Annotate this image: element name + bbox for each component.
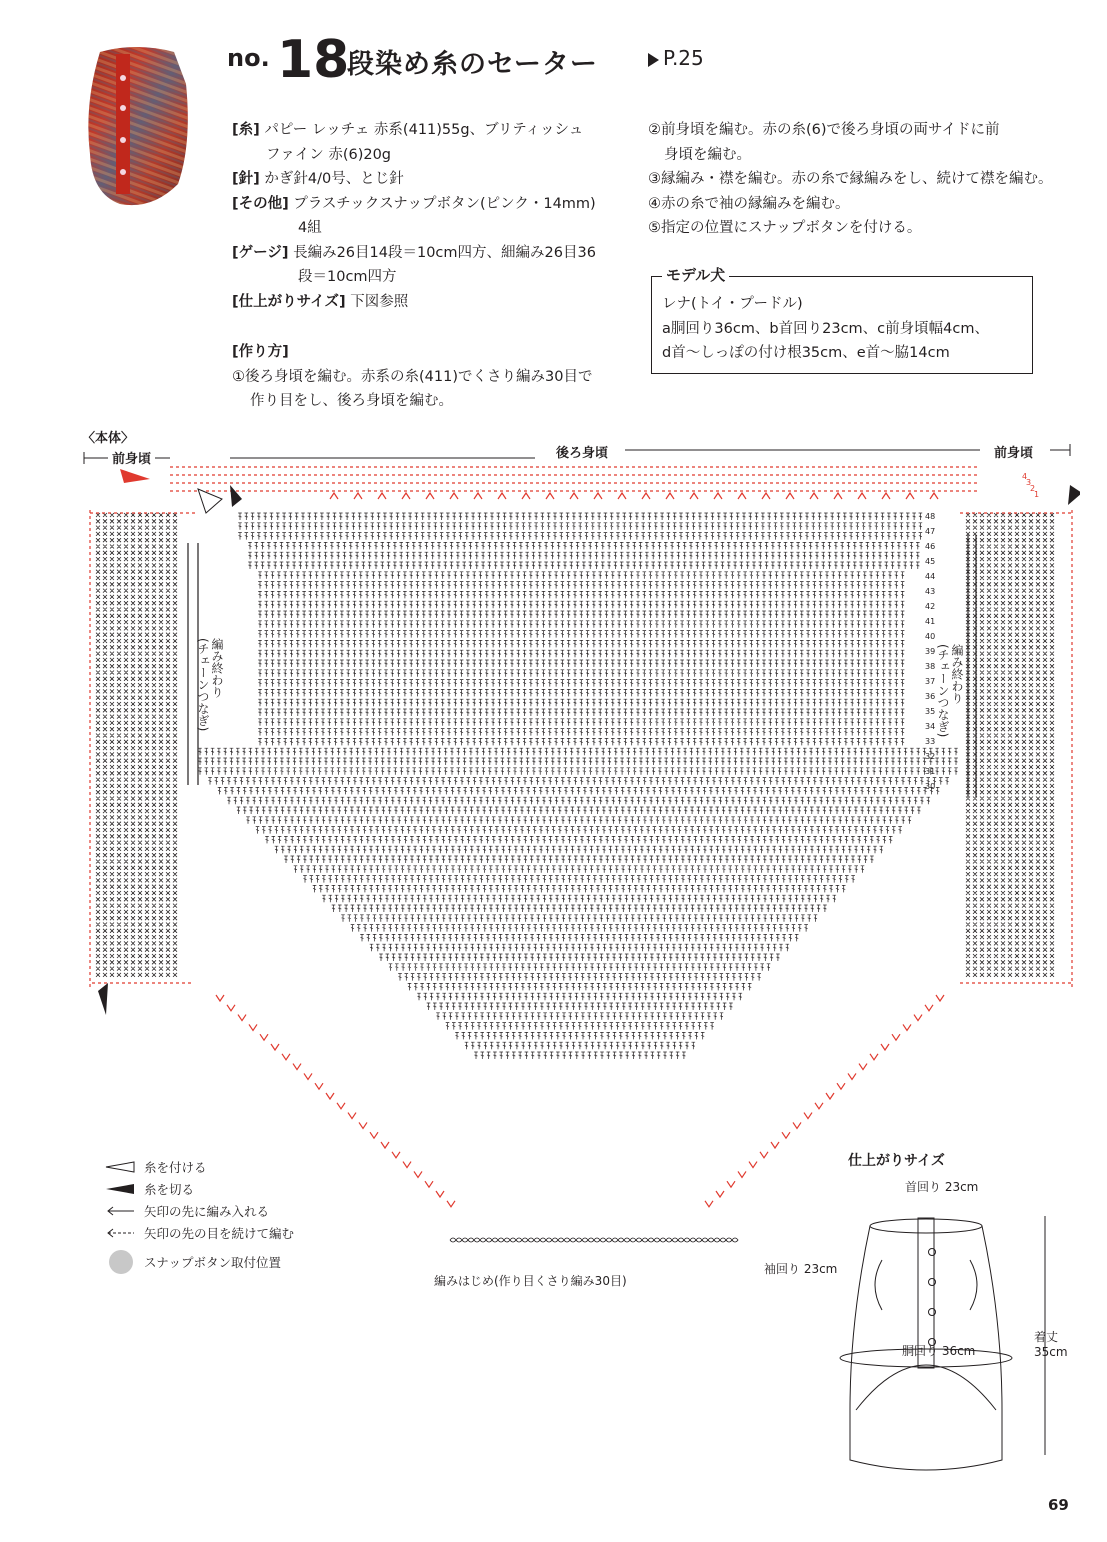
spec-gauge: [ゲージ] 長編み26目14段＝10cm四方、細編み26目36	[232, 244, 596, 261]
legend-item: 矢印の先に編み入れる	[104, 1200, 294, 1222]
edge-number: 4	[1022, 472, 1028, 481]
row-number: 44	[925, 572, 936, 581]
row-number: 47	[925, 527, 936, 536]
spec-yarn-cont: ファイン 赤(6)20g	[266, 146, 392, 163]
attach-yarn-icon	[198, 489, 222, 513]
cut-yarn-icon	[1068, 485, 1080, 505]
legend-item: 糸を付ける	[104, 1156, 294, 1178]
method-step-3: ③縁編み・襟を編む。赤の糸で縁編みをし、続けて襟を編む。	[648, 171, 1053, 187]
outline-triangle-icon	[104, 1161, 138, 1173]
method-step-2-cont: 身頃を編む。	[664, 146, 751, 163]
row-number: 43	[925, 587, 936, 596]
legend-item: スナップボタン取付位置	[104, 1244, 294, 1280]
row-number: 46	[925, 542, 936, 551]
pattern-no-label: no.	[227, 44, 270, 72]
filled-triangle-icon	[104, 1183, 138, 1195]
row-number: 37	[925, 677, 936, 686]
row-number: 35	[925, 707, 936, 716]
spec-other: [その他] プラスチックスナップボタン(ピンク・14mm)	[232, 195, 596, 212]
solid-arrow-icon	[104, 1205, 138, 1217]
method-step-2: ②前身頃を編む。赤の糸(6)で後ろ身頃の両サイドに前	[648, 122, 1000, 138]
back-label: 後ろ身頃	[552, 442, 612, 461]
crochet-chart	[80, 455, 1080, 1255]
model-dog-title: モデル犬	[662, 264, 729, 285]
row-number: 45	[925, 557, 936, 566]
finish-note-left: 編み終わり (チェーンつなぎ)	[196, 638, 224, 732]
row-number: 48	[925, 512, 936, 521]
method-step-4: ④赤の糸で袖の縁編みを編む。	[648, 195, 850, 212]
model-dog-name: レナ(トイ・プードル)	[662, 296, 803, 312]
method-step-1-cont: 作り目をし、後ろ身頃を編む。	[250, 393, 453, 409]
model-dog-info	[662, 292, 989, 366]
method-step-5: ⑤指定の位置にスナップボタンを付ける。	[648, 220, 922, 236]
model-dog-measure-1: a胴回り36cm、b首回り23cm、c前身頃幅4cm、	[662, 320, 989, 337]
front-left-label: 前身頃	[108, 448, 155, 467]
finished-size-title: 仕上がりサイズ	[848, 1153, 945, 1169]
row-number: 41	[925, 617, 936, 626]
sleeve-size: 袖回り 23cm	[764, 1262, 838, 1276]
materials-list	[232, 118, 596, 314]
edge-number: 2	[1030, 484, 1036, 493]
spec-yarn: [糸] パピー レッチェ 赤系(411)55g、ブリティッシュ	[232, 122, 584, 138]
cut-yarn-icon	[98, 983, 108, 1015]
row-number: 31	[925, 767, 936, 776]
legend	[104, 1156, 294, 1280]
legend-item: 糸を切る	[104, 1178, 294, 1200]
page-reference: P.25	[648, 46, 704, 70]
spec-needle: [針] かぎ針4/0号、とじ針	[232, 171, 404, 187]
length-size: 着丈 35cm	[1034, 1330, 1068, 1359]
cut-yarn-icon	[230, 485, 242, 507]
method-heading: [作り方]	[232, 344, 289, 360]
row-number: 33	[925, 737, 936, 746]
model-dog-measure-2: d首～しっぽの付け根35cm、e首～脇14cm	[662, 345, 950, 361]
chart-section-label: 〈本体〉	[82, 431, 135, 446]
spec-size: [仕上がりサイズ] 下図参照	[232, 293, 409, 310]
row-number: 30	[925, 782, 936, 791]
spec-gauge-cont: 段＝10cm四方	[298, 269, 397, 285]
foundation-chain	[450, 1238, 738, 1242]
row-number: 40	[925, 632, 936, 641]
play-triangle-icon	[648, 53, 659, 67]
yarn-start-marker	[120, 469, 150, 483]
sweater-photo	[82, 44, 192, 210]
neck-size: 首回り 23cm	[905, 1180, 979, 1194]
front-right-label: 前身頃	[990, 442, 1037, 461]
row-number: 42	[925, 602, 936, 611]
row-number: 38	[925, 662, 936, 671]
spec-other-cont: 4組	[298, 220, 322, 236]
body-size: 胴回り 36cm	[902, 1344, 976, 1358]
back-body-stitches	[198, 513, 958, 1059]
method-section	[232, 340, 592, 414]
edge-number: 3	[1026, 478, 1032, 487]
row-number: 39	[925, 647, 936, 656]
legend-item: 矢印の先の目を続けて編む	[104, 1222, 294, 1244]
row-number: 36	[925, 692, 936, 701]
row-number: 32	[925, 752, 936, 761]
method-steps-right	[648, 118, 1053, 241]
snap-dot-icon	[104, 1248, 138, 1276]
pattern-number: 18	[277, 30, 350, 90]
row-number: 34	[925, 722, 936, 731]
finish-note-right: 編み終わり (チェーンつなぎ)	[936, 644, 964, 738]
method-step-1: ①後ろ身頃を編む。赤系の糸(411)でくさり編み30目で	[232, 368, 593, 385]
start-label: 編みはじめ(作り目くさり編み30目)	[434, 1274, 627, 1288]
dashed-arrow-icon	[104, 1227, 138, 1239]
page-title: 段染め糸のセーター	[347, 49, 598, 80]
page-number: 69	[1048, 1496, 1069, 1514]
edge-number: 1	[1034, 490, 1040, 499]
